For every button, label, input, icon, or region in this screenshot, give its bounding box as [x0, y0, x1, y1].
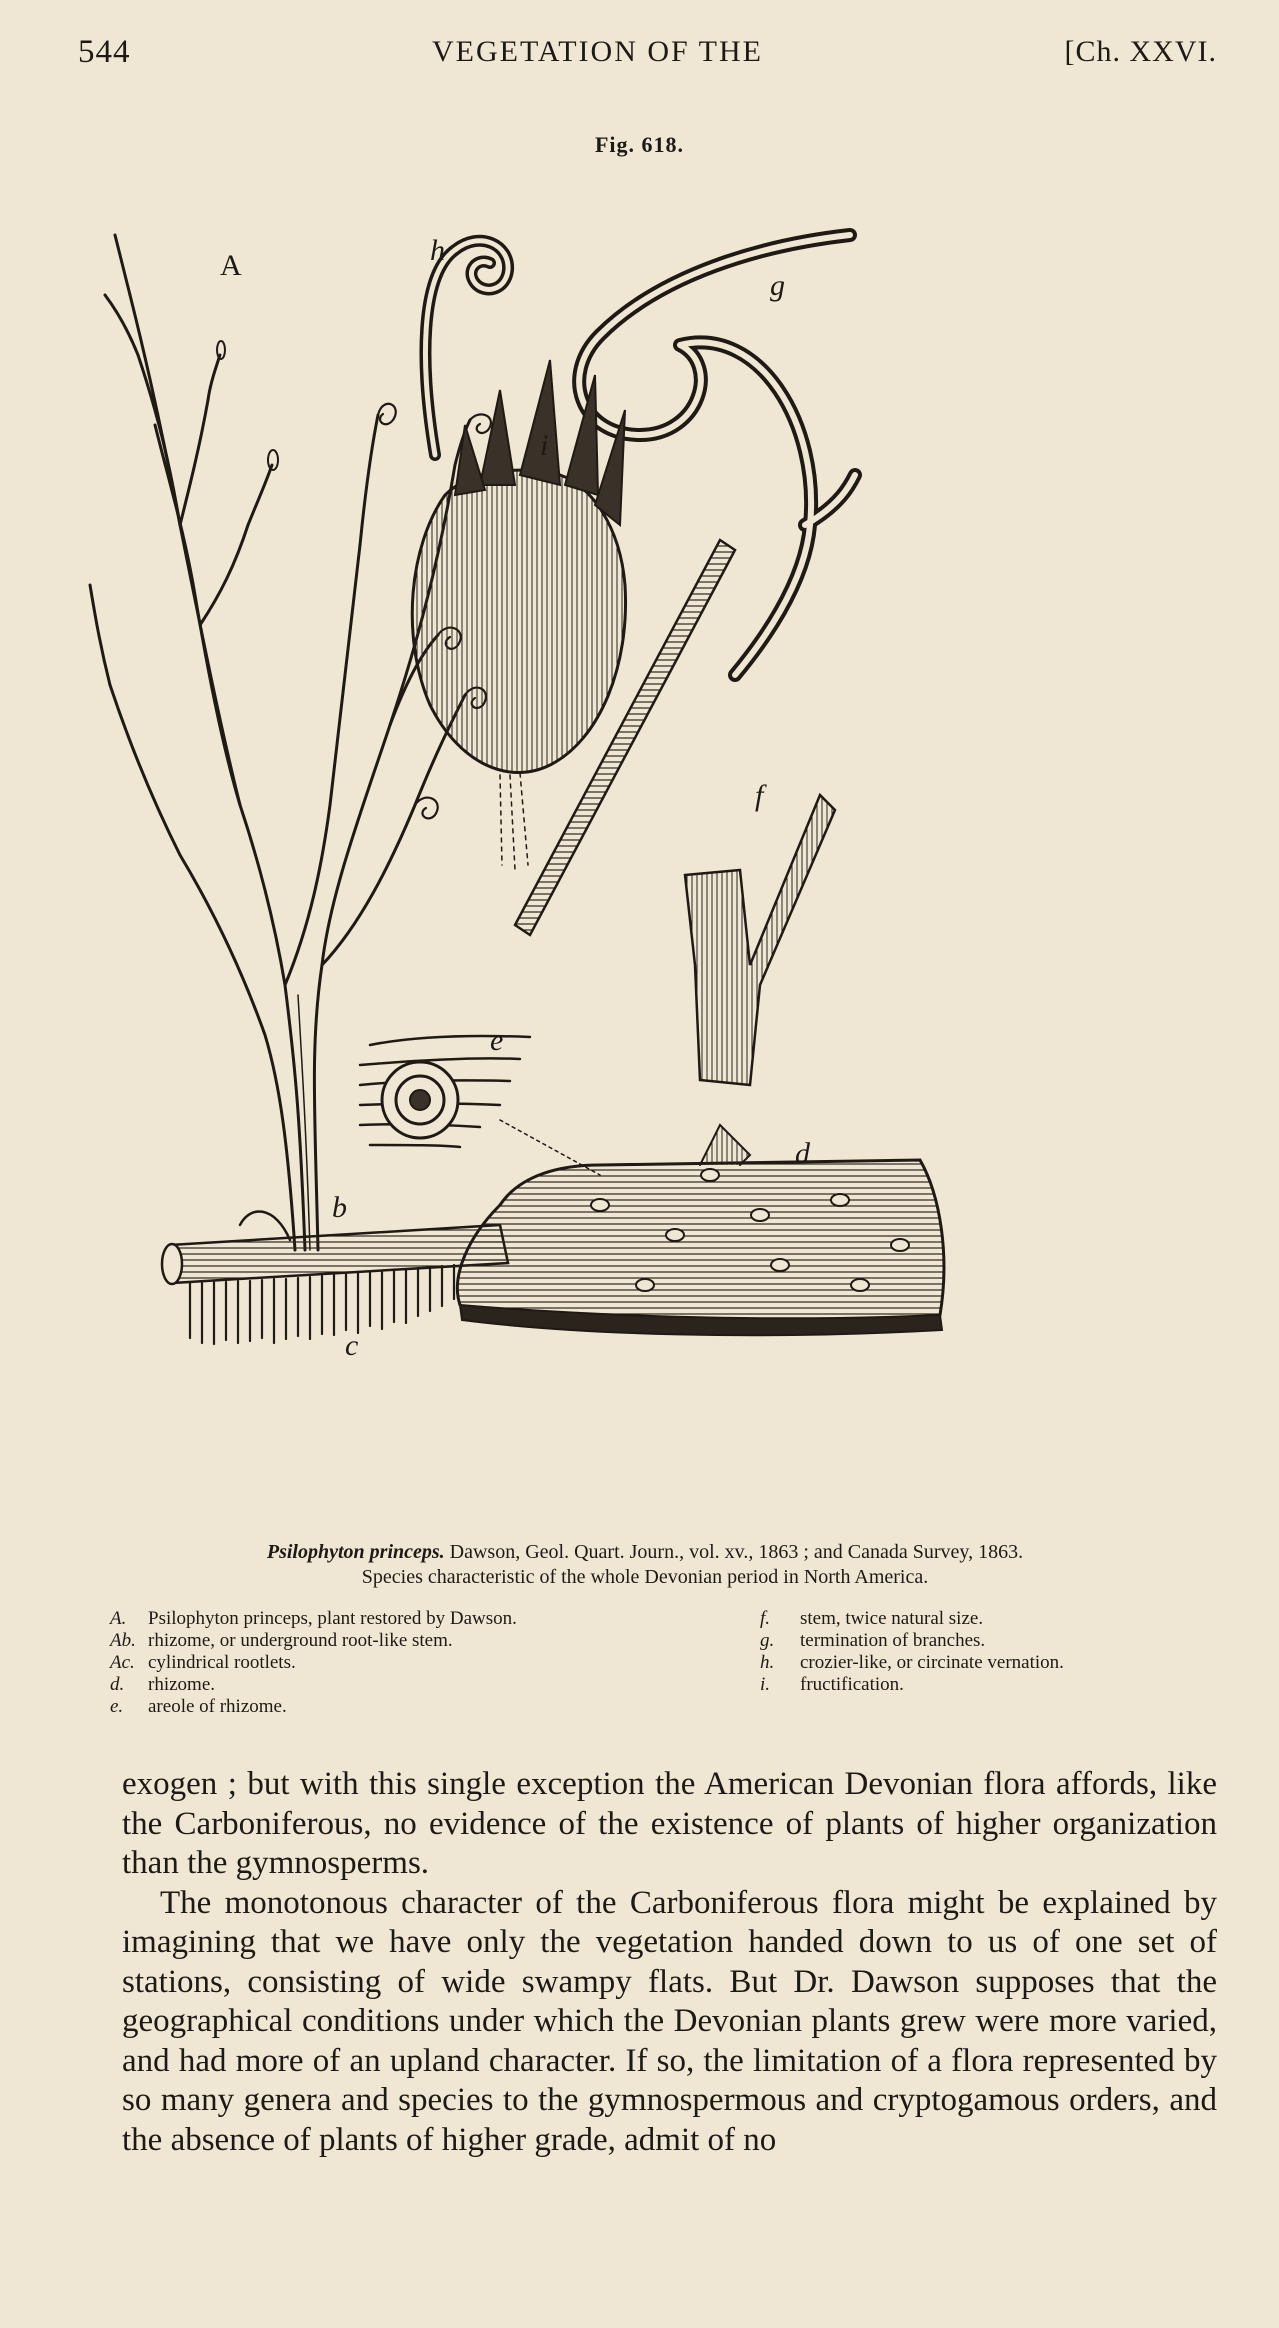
caption-citation: Dawson, Geol. Quart. Journ., vol. xv., 1863 ; and Canada Survey, 1863. [444, 1541, 1024, 1563]
legend-right [760, 1608, 1230, 1696]
caption-species: Psilophyton princeps. [266, 1541, 445, 1563]
legend-item: f. stem, twice natural size. [760, 1608, 984, 1629]
rhizome-d-drawing [457, 1125, 944, 1335]
running-title: VEGETATION OF THE [431, 35, 763, 68]
letter-h: h [430, 234, 445, 267]
letter-i: i [540, 429, 549, 462]
legend-item: A. Psilophyton princeps, plant restored by Dawson. [110, 1608, 517, 1629]
letter-A: A [220, 249, 242, 282]
stem-f-drawing [685, 795, 835, 1085]
legend-item: d. rhizome. [110, 1674, 216, 1695]
rhizome-drawing [162, 1211, 508, 1344]
paragraph: exogen ; but with this single exception the American Devonian flora affords, like the Carboniferous, no evidence of the existence of plants of higher organization than the gymnosperms. [122, 1766, 1217, 1881]
page-number: 544 [78, 33, 131, 70]
caption-citation-line [90, 1540, 1200, 1565]
letter-e: e [490, 1024, 504, 1057]
paragraph: The monotonous character of the Carboniferous flora might be explained by imagining that we have only the vegetation handed down to us of one set of stations, consisting of wide swampy flats. But Dr. Dawson supposes that the geographical conditions under which the Devonian plants grew were more varied, and had more of an upland character. If so, the limitation of a flora represented by so many genera and species to the gymnospermous and cryptogamous orders, and the absence of plants of higher grade, admit of no [122, 1884, 1217, 2158]
caption-note: Species characteristic of the whole Devonian period in North America. [361, 1566, 929, 1588]
areole-drawing [360, 1036, 600, 1175]
legend-item: h. crozier-like, or circinate vernation. [760, 1652, 1064, 1673]
letter-d: d [795, 1137, 810, 1170]
figure-caption [90, 1540, 1200, 1590]
legend-left [110, 1608, 710, 1718]
body-text [122, 1765, 1217, 2160]
letter-c: c [345, 1329, 359, 1362]
letter-f: f [755, 779, 764, 812]
letter-g: g [770, 269, 785, 302]
legend-item: Ab. rhizome, or underground root-like stem. [110, 1630, 453, 1651]
legend-item: e. areole of rhizome. [110, 1696, 287, 1717]
letter-b: b [332, 1191, 347, 1224]
legend-item: g. termination of branches. [760, 1630, 986, 1651]
running-header [78, 30, 1217, 74]
legend-item: Ac. cylindrical rootlets. [110, 1652, 296, 1673]
figure-illustration [60, 165, 1220, 1530]
legend-item: i. fructification. [760, 1674, 904, 1695]
figure-number: Fig. 618. [594, 132, 685, 157]
chapter-label: [Ch. XXVI. [1064, 35, 1217, 68]
